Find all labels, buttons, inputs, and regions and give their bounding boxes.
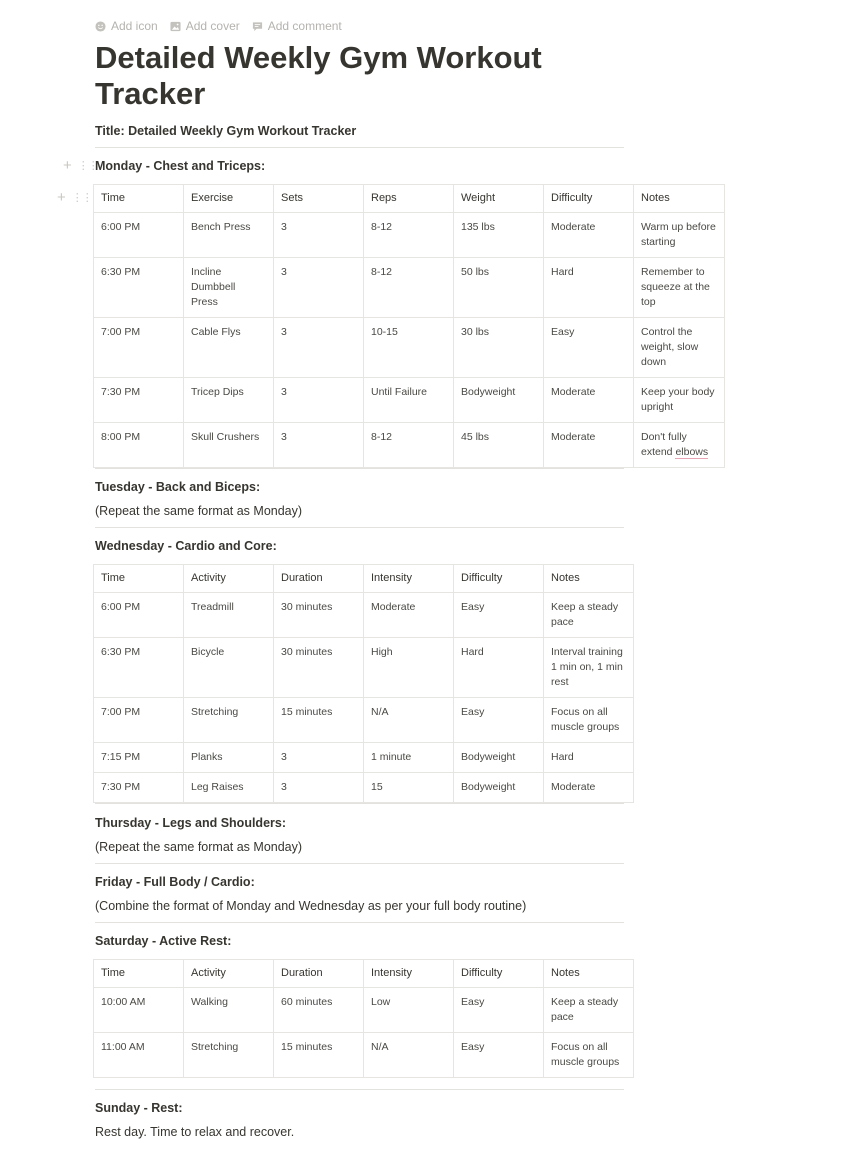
table-cell[interactable]: 50 lbs — [454, 258, 544, 318]
table-cell[interactable]: Keep a steady pace — [544, 988, 634, 1033]
table-cell[interactable]: Remember to squeeze at the top — [634, 258, 725, 318]
wednesday-table[interactable] — [93, 564, 634, 803]
header-cell[interactable]: Sets — [274, 185, 364, 213]
cell-text: Don't fully extend — [641, 431, 687, 458]
table-cell[interactable]: 30 minutes — [274, 593, 364, 638]
table-row — [94, 773, 634, 803]
table-cell[interactable]: Hard — [454, 638, 544, 698]
table-row — [94, 988, 634, 1033]
add-block-icon[interactable]: + — [63, 157, 72, 174]
table-cell[interactable]: Planks — [184, 743, 274, 773]
sunday-heading[interactable]: Sunday - Rest: — [95, 1101, 183, 1115]
table-cell[interactable]: 15 minutes — [274, 1033, 364, 1078]
table-cell[interactable]: Treadmill — [184, 593, 274, 638]
table-cell[interactable]: 15 minutes — [274, 698, 364, 743]
table-cell[interactable]: 10:00 AM — [94, 988, 184, 1033]
table-row — [94, 593, 634, 638]
table-cell[interactable]: Focus on all muscle groups — [544, 698, 634, 743]
table-row — [94, 318, 725, 378]
smiley-icon — [95, 21, 106, 32]
drag-handle-icon[interactable]: ⋮⋮ — [71, 192, 92, 204]
table-cell[interactable]: 3 — [274, 213, 364, 258]
divider — [95, 803, 624, 804]
table-cell[interactable]: Keep a steady pace — [544, 593, 634, 638]
tuesday-heading[interactable]: Tuesday - Back and Biceps: — [95, 480, 261, 494]
add-icon-button[interactable] — [95, 19, 158, 33]
header-cell[interactable]: Time — [94, 185, 184, 213]
divider — [95, 468, 624, 469]
table-cell[interactable]: 30 lbs — [454, 318, 544, 378]
table-cell[interactable]: Easy — [544, 318, 634, 378]
table-cell[interactable]: N/A — [364, 698, 454, 743]
table-cell[interactable]: Focus on all muscle groups — [544, 1033, 634, 1078]
table-cell[interactable]: N/A — [364, 1033, 454, 1078]
header-cell[interactable]: Time — [94, 565, 184, 593]
table-cell[interactable]: Cable Flys — [184, 318, 274, 378]
header-cell[interactable]: Activity — [184, 565, 274, 593]
header-cell[interactable]: Weight — [454, 185, 544, 213]
table-header-row — [94, 960, 634, 988]
table-cell[interactable]: Moderate — [364, 593, 454, 638]
divider — [95, 1089, 624, 1090]
header-cell[interactable]: Difficulty — [454, 565, 544, 593]
header-cell[interactable]: Difficulty — [544, 185, 634, 213]
table-cell[interactable]: Low — [364, 988, 454, 1033]
table-cell[interactable]: 3 — [274, 773, 364, 803]
table-cell[interactable]: Easy — [454, 593, 544, 638]
table-row — [94, 258, 725, 318]
add-comment-label: Add comment — [267, 19, 342, 33]
table-row — [94, 423, 725, 468]
header-cell[interactable]: Exercise — [184, 185, 274, 213]
table-cell[interactable]: Moderate — [544, 773, 634, 803]
table-cell[interactable]: Warm up before starting — [634, 213, 725, 258]
drag-handle-icon[interactable]: ⋮⋮ — [77, 160, 98, 172]
spellcheck-word[interactable]: elbows — [675, 446, 709, 458]
table-cell[interactable]: 7:00 PM — [94, 318, 184, 378]
table-cell[interactable]: Until Failure — [364, 378, 454, 423]
header-cell[interactable]: Activity — [184, 960, 274, 988]
table-cell[interactable] — [634, 423, 725, 468]
table-row — [94, 1033, 634, 1078]
table-cell[interactable]: 8-12 — [364, 423, 454, 468]
divider — [95, 863, 624, 864]
table-cell[interactable]: 3 — [274, 423, 364, 468]
table-cell[interactable]: Leg Raises — [184, 773, 274, 803]
thursday-heading[interactable]: Thursday - Legs and Shoulders: — [95, 816, 286, 830]
table-cell[interactable]: Hard — [544, 743, 634, 773]
header-cell[interactable]: Notes — [544, 960, 634, 988]
table-cell[interactable]: Bodyweight — [454, 378, 544, 423]
table-cell[interactable]: 8-12 — [364, 213, 454, 258]
table-cell[interactable]: 3 — [274, 743, 364, 773]
table-header-row — [94, 185, 725, 213]
page-title[interactable]: Detailed Weekly Gym Workout Tracker — [95, 40, 542, 111]
header-cell[interactable]: Intensity — [364, 960, 454, 988]
saturday-heading[interactable]: Saturday - Active Rest: — [95, 934, 232, 948]
monday-table[interactable] — [93, 184, 725, 468]
table-cell[interactable]: 30 minutes — [274, 638, 364, 698]
table-cell[interactable]: 3 — [274, 318, 364, 378]
table-cell[interactable]: 3 — [274, 378, 364, 423]
image-icon — [170, 21, 181, 32]
table-cell[interactable]: Bicycle — [184, 638, 274, 698]
friday-text[interactable]: (Combine the format of Monday and Wednesday as per your full body routine) — [95, 899, 527, 913]
comment-icon — [252, 21, 263, 32]
page-controls — [95, 19, 342, 33]
header-cell[interactable]: Reps — [364, 185, 454, 213]
header-cell[interactable]: Duration — [274, 960, 364, 988]
header-cell[interactable]: Time — [94, 960, 184, 988]
table-cell[interactable]: Interval training 1 min on, 1 min rest — [544, 638, 634, 698]
table-cell[interactable]: 6:30 PM — [94, 638, 184, 698]
add-icon-label: Add icon — [111, 19, 158, 33]
table-cell[interactable]: 45 lbs — [454, 423, 544, 468]
table-cell[interactable]: 10-15 — [364, 318, 454, 378]
saturday-table[interactable] — [93, 959, 634, 1078]
table-row — [94, 378, 725, 423]
table-cell[interactable]: Skull Crushers — [184, 423, 274, 468]
divider — [95, 147, 624, 148]
sunday-text[interactable]: Rest day. Time to relax and recover. — [95, 1125, 295, 1139]
table-cell[interactable]: 7:30 PM — [94, 773, 184, 803]
table-cell[interactable]: 7:00 PM — [94, 698, 184, 743]
block-handle[interactable] — [63, 158, 98, 173]
table-row — [94, 213, 725, 258]
table-cell[interactable]: Walking — [184, 988, 274, 1033]
table-cell[interactable]: Bodyweight — [454, 743, 544, 773]
table-cell[interactable]: Keep your body upright — [634, 378, 725, 423]
header-cell[interactable]: Intensity — [364, 565, 454, 593]
tuesday-text[interactable]: (Repeat the same format as Monday) — [95, 504, 303, 518]
header-cell[interactable]: Duration — [274, 565, 364, 593]
table-cell[interactable]: Moderate — [544, 423, 634, 468]
table-cell[interactable]: High — [364, 638, 454, 698]
friday-heading[interactable]: Friday - Full Body / Cardio: — [95, 875, 255, 889]
table-row — [94, 638, 634, 698]
table-cell[interactable]: 60 minutes — [274, 988, 364, 1033]
table-cell[interactable]: 135 lbs — [454, 213, 544, 258]
wednesday-heading[interactable]: Wednesday - Cardio and Core: — [95, 539, 277, 553]
table-cell[interactable]: Tricep Dips — [184, 378, 274, 423]
add-comment-button[interactable] — [252, 19, 342, 33]
table-cell[interactable]: Stretching — [184, 698, 274, 743]
table-cell[interactable]: Control the weight, slow down — [634, 318, 725, 378]
table-cell[interactable]: 3 — [274, 258, 364, 318]
table-row — [94, 743, 634, 773]
table-cell[interactable]: Bodyweight — [454, 773, 544, 803]
thursday-text[interactable]: (Repeat the same format as Monday) — [95, 840, 303, 854]
table-cell[interactable]: Easy — [454, 988, 544, 1033]
divider — [95, 527, 624, 528]
monday-heading[interactable]: Monday - Chest and Triceps: — [95, 159, 266, 173]
table-cell[interactable]: 6:30 PM — [94, 258, 184, 318]
subtitle-text[interactable]: Title: Detailed Weekly Gym Workout Tracker — [95, 124, 357, 138]
table-cell[interactable]: 6:00 PM — [94, 593, 184, 638]
table-cell[interactable]: Bench Press — [184, 213, 274, 258]
table-cell[interactable]: 15 — [364, 773, 454, 803]
table-cell[interactable]: 11:00 AM — [94, 1033, 184, 1078]
table-cell[interactable]: 8:00 PM — [94, 423, 184, 468]
table-cell[interactable]: 8-12 — [364, 258, 454, 318]
table-row — [94, 698, 634, 743]
table-cell[interactable]: Hard — [544, 258, 634, 318]
add-cover-button[interactable] — [170, 19, 240, 33]
table-cell[interactable]: 7:15 PM — [94, 743, 184, 773]
add-cover-label: Add cover — [185, 19, 240, 33]
header-cell[interactable]: Notes — [544, 565, 634, 593]
table-cell[interactable]: 6:00 PM — [94, 213, 184, 258]
table-cell[interactable]: 1 minute — [364, 743, 454, 773]
header-cell[interactable]: Notes — [634, 185, 725, 213]
add-block-icon[interactable]: + — [57, 189, 66, 206]
divider — [95, 922, 624, 923]
table-cell[interactable]: Easy — [454, 698, 544, 743]
table-handle[interactable] — [57, 190, 92, 205]
table-cell[interactable]: Incline Dumbbell Press — [184, 258, 274, 318]
table-cell[interactable]: Moderate — [544, 378, 634, 423]
table-cell[interactable]: Easy — [454, 1033, 544, 1078]
table-cell[interactable]: 7:30 PM — [94, 378, 184, 423]
table-cell[interactable]: Stretching — [184, 1033, 274, 1078]
table-cell[interactable]: Moderate — [544, 213, 634, 258]
table-header-row — [94, 565, 634, 593]
header-cell[interactable]: Difficulty — [454, 960, 544, 988]
